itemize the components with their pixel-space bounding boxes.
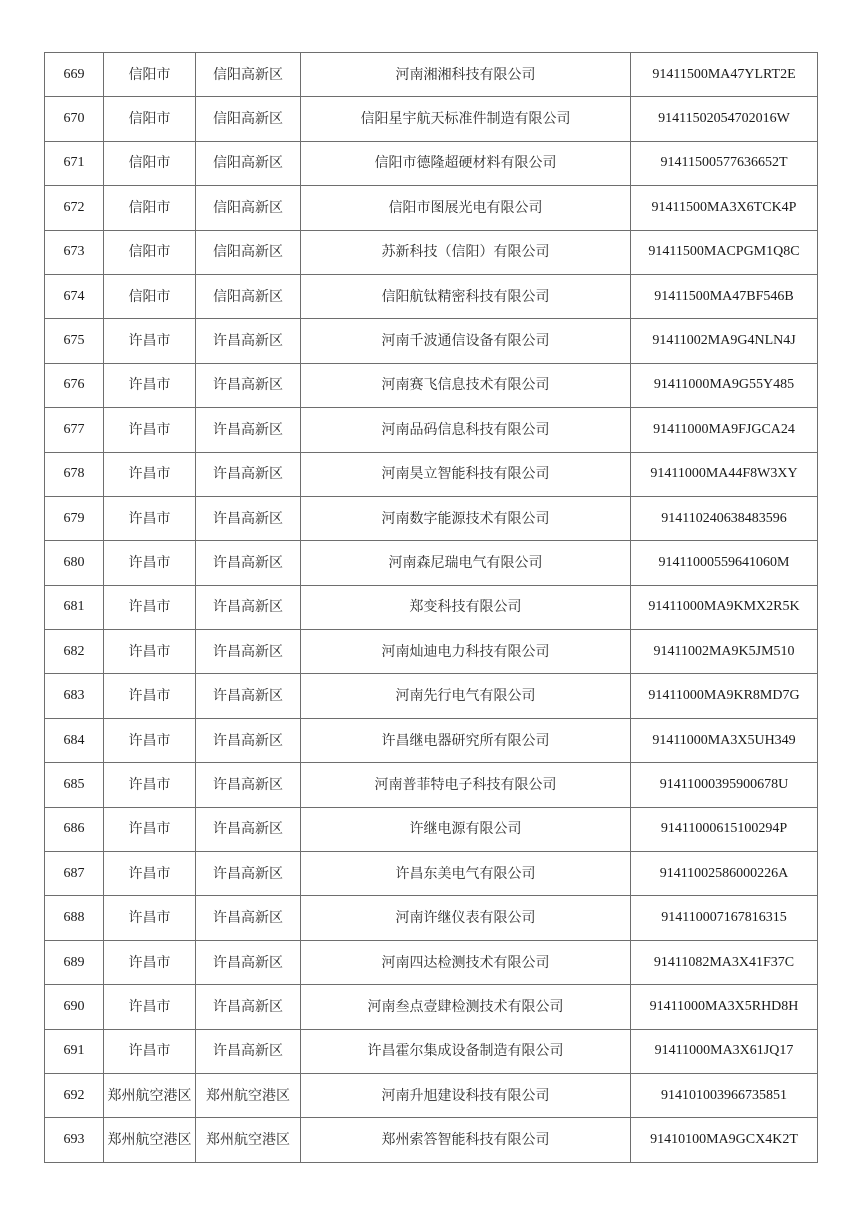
table-body [45,53,818,1163]
credit-code-cell: 91411000559641060M [631,541,818,585]
zone-cell: 许昌高新区 [196,985,301,1029]
row-number: 679 [45,496,104,540]
row-number: 692 [45,1073,104,1117]
table-row [45,896,818,940]
company-name-cell: 信阳航钛精密科技有限公司 [301,274,631,318]
credit-code-cell: 91411002MA9K5JM510 [631,630,818,674]
credit-code-cell: 914110007167816315 [631,896,818,940]
table-row [45,496,818,540]
table-row [45,97,818,141]
credit-code-cell: 91411502054702016W [631,97,818,141]
table-row [45,718,818,762]
zone-cell: 许昌高新区 [196,585,301,629]
table-row [45,141,818,185]
company-name-cell: 河南昊立智能科技有限公司 [301,452,631,496]
credit-code-cell: 91411000MA9KR8MD7G [631,674,818,718]
city-cell: 许昌市 [104,408,196,452]
table-row [45,763,818,807]
zone-cell: 信阳高新区 [196,53,301,97]
credit-code-cell: 91411000MA3X5UH349 [631,718,818,762]
zone-cell: 许昌高新区 [196,630,301,674]
row-number: 671 [45,141,104,185]
company-name-cell: 信阳星宇航天标准件制造有限公司 [301,97,631,141]
credit-code-cell: 91411500MA47YLRT2E [631,53,818,97]
credit-code-cell: 91411000MA44F8W3XY [631,452,818,496]
row-number: 690 [45,985,104,1029]
table-row [45,852,818,896]
table-row [45,452,818,496]
company-name-cell: 信阳市图展光电有限公司 [301,186,631,230]
table-row [45,985,818,1029]
zone-cell: 信阳高新区 [196,141,301,185]
zone-cell: 信阳高新区 [196,274,301,318]
row-number: 687 [45,852,104,896]
company-name-cell: 许昌继电器研究所有限公司 [301,718,631,762]
credit-code-cell: 91411082MA3X41F37C [631,940,818,984]
company-name-cell: 郑州索答智能科技有限公司 [301,1118,631,1162]
zone-cell: 郑州航空港区 [196,1118,301,1162]
table-row [45,940,818,984]
city-cell: 郑州航空港区 [104,1118,196,1162]
city-cell: 郑州航空港区 [104,1073,196,1117]
city-cell: 许昌市 [104,541,196,585]
zone-cell: 许昌高新区 [196,896,301,940]
city-cell: 许昌市 [104,985,196,1029]
company-name-cell: 信阳市德隆超硬材料有限公司 [301,141,631,185]
company-name-cell: 河南灿迪电力科技有限公司 [301,630,631,674]
table-row [45,630,818,674]
company-name-cell: 河南数字能源技术有限公司 [301,496,631,540]
city-cell: 许昌市 [104,1029,196,1073]
company-name-cell: 河南湘湘科技有限公司 [301,53,631,97]
table-row [45,674,818,718]
city-cell: 信阳市 [104,141,196,185]
company-name-cell: 许继电源有限公司 [301,807,631,851]
table-row [45,408,818,452]
row-number: 669 [45,53,104,97]
zone-cell: 许昌高新区 [196,452,301,496]
credit-code-cell: 91411002MA9G4NLN4J [631,319,818,363]
city-cell: 信阳市 [104,97,196,141]
row-number: 685 [45,763,104,807]
row-number: 675 [45,319,104,363]
city-cell: 许昌市 [104,807,196,851]
company-name-cell: 河南千波通信设备有限公司 [301,319,631,363]
zone-cell: 许昌高新区 [196,319,301,363]
credit-code-cell: 91411500MA47BF546B [631,274,818,318]
city-cell: 许昌市 [104,630,196,674]
row-number: 672 [45,186,104,230]
city-cell: 许昌市 [104,319,196,363]
company-name-cell: 河南赛飞信息技术有限公司 [301,363,631,407]
credit-code-cell: 91411002586000226A [631,852,818,896]
credit-code-cell: 91411000MA3X5RHD8H [631,985,818,1029]
row-number: 684 [45,718,104,762]
row-number: 682 [45,630,104,674]
city-cell: 许昌市 [104,496,196,540]
city-cell: 信阳市 [104,230,196,274]
table-row [45,807,818,851]
row-number: 680 [45,541,104,585]
table-row [45,541,818,585]
credit-code-cell: 91411500577636652T [631,141,818,185]
city-cell: 信阳市 [104,53,196,97]
enterprise-registry-table [44,52,818,1163]
row-number: 681 [45,585,104,629]
city-cell: 许昌市 [104,940,196,984]
company-name-cell: 郑变科技有限公司 [301,585,631,629]
credit-code-cell: 914110240638483596 [631,496,818,540]
row-number: 677 [45,408,104,452]
zone-cell: 许昌高新区 [196,674,301,718]
city-cell: 许昌市 [104,718,196,762]
row-number: 686 [45,807,104,851]
table-row [45,319,818,363]
zone-cell: 许昌高新区 [196,718,301,762]
company-name-cell: 苏新科技（信阳）有限公司 [301,230,631,274]
table-row [45,363,818,407]
zone-cell: 许昌高新区 [196,1029,301,1073]
row-number: 683 [45,674,104,718]
row-number: 689 [45,940,104,984]
table-row [45,53,818,97]
zone-cell: 许昌高新区 [196,363,301,407]
row-number: 693 [45,1118,104,1162]
city-cell: 许昌市 [104,452,196,496]
company-name-cell: 河南叁点壹肆检测技术有限公司 [301,985,631,1029]
row-number: 691 [45,1029,104,1073]
table-row [45,1073,818,1117]
row-number: 673 [45,230,104,274]
zone-cell: 信阳高新区 [196,186,301,230]
credit-code-cell: 91411000615100294P [631,807,818,851]
row-number: 678 [45,452,104,496]
credit-code-cell: 91411000MA3X61JQ17 [631,1029,818,1073]
credit-code-cell: 91411500MA3X6TCK4P [631,186,818,230]
row-number: 674 [45,274,104,318]
row-number: 676 [45,363,104,407]
company-name-cell: 河南升旭建设科技有限公司 [301,1073,631,1117]
credit-code-cell: 91411000395900678U [631,763,818,807]
zone-cell: 信阳高新区 [196,97,301,141]
credit-code-cell: 91411500MACPGM1Q8C [631,230,818,274]
city-cell: 许昌市 [104,852,196,896]
zone-cell: 信阳高新区 [196,230,301,274]
table-row [45,186,818,230]
city-cell: 许昌市 [104,674,196,718]
zone-cell: 许昌高新区 [196,852,301,896]
table-row [45,1118,818,1162]
company-name-cell: 河南普菲特电子科技有限公司 [301,763,631,807]
company-name-cell: 河南先行电气有限公司 [301,674,631,718]
row-number: 688 [45,896,104,940]
zone-cell: 许昌高新区 [196,496,301,540]
table-row [45,230,818,274]
city-cell: 信阳市 [104,274,196,318]
zone-cell: 许昌高新区 [196,541,301,585]
city-cell: 许昌市 [104,896,196,940]
zone-cell: 许昌高新区 [196,408,301,452]
credit-code-cell: 91410100MA9GCX4K2T [631,1118,818,1162]
company-name-cell: 许昌霍尔集成设备制造有限公司 [301,1029,631,1073]
table-row [45,274,818,318]
table-row [45,585,818,629]
company-name-cell: 河南森尼瑞电气有限公司 [301,541,631,585]
credit-code-cell: 91411000MA9FJGCA24 [631,408,818,452]
zone-cell: 许昌高新区 [196,807,301,851]
city-cell: 许昌市 [104,763,196,807]
zone-cell: 许昌高新区 [196,940,301,984]
company-name-cell: 河南品码信息科技有限公司 [301,408,631,452]
company-name-cell: 河南四达检测技术有限公司 [301,940,631,984]
row-number: 670 [45,97,104,141]
zone-cell: 郑州航空港区 [196,1073,301,1117]
city-cell: 许昌市 [104,585,196,629]
table-row [45,1029,818,1073]
credit-code-cell: 91411000MA9G55Y485 [631,363,818,407]
zone-cell: 许昌高新区 [196,763,301,807]
city-cell: 信阳市 [104,186,196,230]
company-name-cell: 河南许继仪表有限公司 [301,896,631,940]
city-cell: 许昌市 [104,363,196,407]
credit-code-cell: 91411000MA9KMX2R5K [631,585,818,629]
company-name-cell: 许昌东美电气有限公司 [301,852,631,896]
credit-code-cell: 914101003966735851 [631,1073,818,1117]
